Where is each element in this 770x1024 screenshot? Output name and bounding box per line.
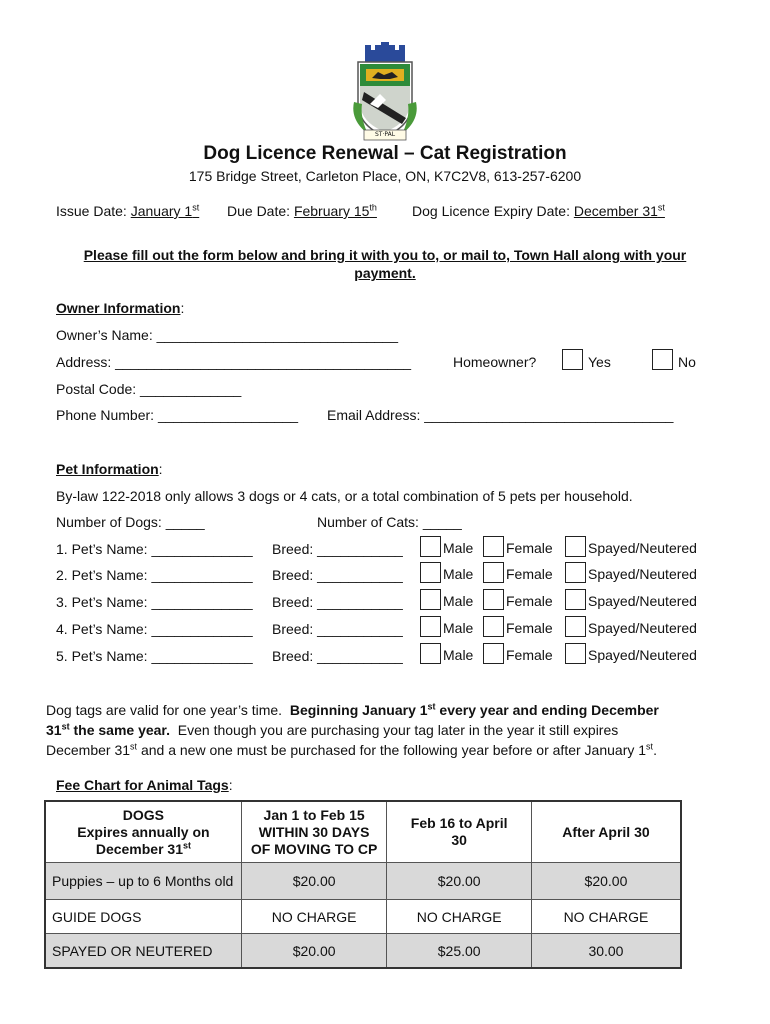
fee-cell: NO CHARGE	[387, 900, 532, 934]
male-checkbox[interactable]	[420, 616, 441, 637]
pet-female-option[interactable]: Female	[483, 562, 553, 583]
pet-breed-field[interactable]: Breed: ___________	[272, 594, 403, 610]
pet-spayed-option[interactable]: Spayed/Neutered	[565, 562, 697, 583]
fee-cell: 30.00	[531, 934, 681, 969]
spayed-checkbox[interactable]	[565, 562, 586, 583]
table-header-row	[45, 801, 681, 863]
spayed-checkbox[interactable]	[565, 616, 586, 637]
pet-spayed-option[interactable]: Spayed/Neutered	[565, 536, 697, 557]
number-of-dogs-field[interactable]: Number of Dogs: _____	[56, 514, 205, 530]
town-hall-address: 175 Bridge Street, Carleton Place, ON, K7C2V8, 613-257-6200	[188, 168, 582, 184]
row-label: GUIDE DOGS	[45, 900, 241, 934]
pet-name-field[interactable]: 4. Pet’s Name: _____________	[56, 621, 253, 637]
pet-breed-field[interactable]: Breed: ___________	[272, 541, 403, 557]
pet-male-option[interactable]: Male	[420, 562, 473, 583]
due-date: Due Date: February 15th	[227, 202, 377, 219]
pet-spayed-option[interactable]: Spayed/Neutered	[565, 589, 697, 610]
male-checkbox[interactable]	[420, 562, 441, 583]
town-crest-logo	[350, 42, 420, 142]
homeowner-yes-checkbox[interactable]	[562, 349, 583, 370]
spayed-checkbox[interactable]	[565, 643, 586, 664]
pet-female-option[interactable]: Female	[483, 589, 553, 610]
pet-female-option[interactable]: Female	[483, 616, 553, 637]
after-april-column-header: After April 30	[531, 801, 681, 863]
issue-date: Issue Date: January 1st	[56, 202, 200, 219]
owner-info-heading: Owner Information:	[56, 300, 185, 316]
phone-number-field[interactable]: Phone Number: __________________	[56, 407, 299, 423]
row-label: Puppies – up to 6 Months old	[45, 863, 241, 900]
pet-female-option[interactable]: Female	[483, 536, 553, 557]
fee-cell: NO CHARGE	[531, 900, 681, 934]
spayed-checkbox[interactable]	[565, 589, 586, 610]
tags-note-line-3: December 31st and a new one must be purchased for the following year before or after January 1st.	[46, 741, 657, 758]
pet-male-option[interactable]: Male	[420, 536, 473, 557]
spayed-checkbox[interactable]	[565, 536, 586, 557]
fee-cell: NO CHARGE	[241, 900, 387, 934]
row-label: SPAYED OR NEUTERED	[45, 934, 241, 969]
homeowner-label: Homeowner?	[453, 354, 537, 370]
bylaw-note: By-law 122-2018 only allows 3 dogs or 4 cats, or a total combination of 5 pets per household.	[56, 488, 633, 504]
homeowner-no-checkbox[interactable]	[652, 349, 673, 370]
fee-chart-table	[44, 800, 682, 969]
fee-cell: $20.00	[241, 934, 387, 969]
instructions-line-2: payment.	[354, 265, 416, 281]
homeowner-no-label: No	[678, 354, 696, 370]
female-checkbox[interactable]	[483, 643, 504, 664]
feb-april-column-header: Feb 16 to April 30	[387, 801, 532, 863]
table-row	[45, 934, 681, 969]
postal-code-field[interactable]: Postal Code: _____________	[56, 381, 242, 397]
pet-male-option[interactable]: Male	[420, 643, 473, 664]
expiry-date: Dog Licence Expiry Date: December 31st	[412, 202, 665, 219]
fee-cell: $20.00	[531, 863, 681, 900]
fee-cell: $20.00	[241, 863, 387, 900]
female-checkbox[interactable]	[483, 536, 504, 557]
pet-breed-field[interactable]: Breed: ___________	[272, 621, 403, 637]
owner-name-field[interactable]: Owner’s Name: _______________________________	[56, 327, 398, 343]
male-checkbox[interactable]	[420, 589, 441, 610]
fee-cell: $20.00	[387, 863, 532, 900]
male-checkbox[interactable]	[420, 536, 441, 557]
table-row	[45, 900, 681, 934]
crest-motto: ST·PAL	[374, 131, 396, 138]
female-checkbox[interactable]	[483, 616, 504, 637]
pet-spayed-option[interactable]: Spayed/Neutered	[565, 643, 697, 664]
tags-note-line-2: 31st the same year. Even though you are purchasing your tag later in the year it still expires	[46, 721, 619, 738]
tags-note-line-1: Dog tags are valid for one year’s time. Beginning January 1st every year and ending December	[46, 701, 659, 718]
pet-breed-field[interactable]: Breed: ___________	[272, 567, 403, 583]
fee-cell: $25.00	[387, 934, 532, 969]
pet-info-heading: Pet Information:	[56, 461, 163, 477]
number-of-cats-field[interactable]: Number of Cats: _____	[317, 514, 462, 530]
dogs-column-header: DOGS Expires annually on December 31st	[45, 801, 241, 863]
homeowner-yes-label: Yes	[588, 354, 611, 370]
female-checkbox[interactable]	[483, 562, 504, 583]
fee-chart-heading: Fee Chart for Animal Tags:	[56, 777, 233, 793]
pet-name-field[interactable]: 2. Pet’s Name: _____________	[56, 567, 253, 583]
email-address-field[interactable]: Email Address: ________________________________	[327, 407, 674, 423]
pet-breed-field[interactable]: Breed: ___________	[272, 648, 403, 664]
pet-name-field[interactable]: 5. Pet’s Name: _____________	[56, 648, 253, 664]
pet-male-option[interactable]: Male	[420, 616, 473, 637]
female-checkbox[interactable]	[483, 589, 504, 610]
pet-name-field[interactable]: 1. Pet’s Name: _____________	[56, 541, 253, 557]
instructions-line-1: Please fill out the form below and bring it with you to, or mail to, Town Hall along with your	[83, 247, 687, 263]
pet-male-option[interactable]: Male	[420, 589, 473, 610]
jan-feb-column-header: Jan 1 to Feb 15 WITHIN 30 DAYS OF MOVING TO CP	[241, 801, 387, 863]
pet-name-field[interactable]: 3. Pet’s Name: _____________	[56, 594, 253, 610]
table-row	[45, 863, 681, 900]
male-checkbox[interactable]	[420, 643, 441, 664]
owner-address-field[interactable]: Address: ______________________________________	[56, 354, 412, 370]
form-title: Dog Licence Renewal – Cat Registration	[203, 143, 567, 164]
pet-female-option[interactable]: Female	[483, 643, 553, 664]
pet-spayed-option[interactable]: Spayed/Neutered	[565, 616, 697, 637]
